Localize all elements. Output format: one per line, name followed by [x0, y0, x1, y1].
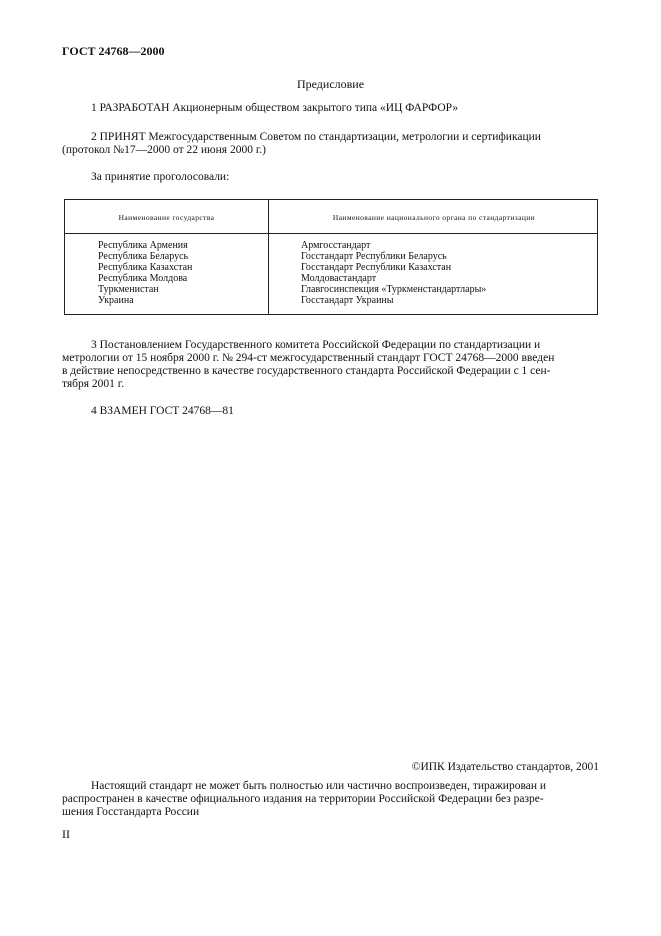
item-4-replaces: 4 ВЗАМЕН ГОСТ 24768—81 — [91, 405, 234, 417]
table-cell-state: Республика Молдова — [98, 273, 188, 284]
foreword-title: Предисловие — [296, 77, 365, 91]
voted-label: За принятие проголосовали: — [91, 171, 230, 183]
item-1-text: 1 РАЗРАБОТАН Акционерным обществом закрытого типа «ИЦ ФАРФОР» — [91, 102, 459, 114]
reproduction-notice — [62, 780, 599, 819]
table-cell-body: Главгосинспекция «Туркменстандартлары» — [301, 284, 487, 295]
page-number: II — [62, 827, 70, 841]
table-cell-state: Республика Казахстан — [98, 262, 193, 273]
document-code: ГОСТ 24768—2000 — [62, 44, 165, 58]
table-cell-state: Республика Беларусь — [98, 251, 189, 262]
notice-line-2: распространен в качестве официального издания на территории Российской Федерации без разре- — [62, 793, 544, 805]
item-3-line-4: тября 2001 г. — [62, 378, 125, 390]
table-cell-body: Армгосстандарт — [301, 240, 371, 251]
item-3-line-1: 3 Постановлением Государственного комитета Российской Федерации по стандартизации и — [91, 339, 541, 351]
table-header-state: Наименование государства — [118, 213, 215, 222]
notice-line-1: Настоящий стандарт не может быть полностью или частично воспроизведен, тиражирован и — [91, 780, 547, 792]
table-cell-state: Туркменистан — [98, 284, 159, 295]
table-cell-state: Украина — [98, 295, 134, 306]
item-2-line-2: (протокол №17—2000 от 22 июня 2000 г.) — [62, 144, 266, 156]
copyright-line: ©ИПК Издательство стандартов, 2001 — [411, 761, 599, 773]
item-3-line-3: в действие непосредственно в качестве государственного стандарта Российской Федерации с 1 сен- — [62, 365, 551, 377]
voting-table — [64, 199, 598, 315]
table-cell-body: Госстандарт Республики Казахстан — [301, 262, 452, 273]
table-cell-body: Госстандарт Украины — [301, 295, 394, 306]
table-cell-body: Молдовастандарт — [301, 273, 377, 284]
table-cell-body: Госстандарт Республики Беларусь — [301, 251, 447, 262]
table-header-standards-body: Наименование национального органа по стандартизации — [332, 213, 536, 222]
notice-line-3: шения Госстандарта России — [62, 806, 200, 818]
table-cell-state: Республика Армения — [98, 240, 188, 251]
item-2-adopted-by — [62, 131, 599, 157]
item-3-enacted — [62, 339, 599, 391]
item-1-developed-by — [62, 102, 628, 115]
item-3-line-2: метрологии от 15 ноября 2000 г. № 294-ст межгосударственный стандарт ГОСТ 24768—2000 введен — [62, 352, 555, 364]
item-2-line-1: 2 ПРИНЯТ Межгосударственным Советом по стандартизации, метрологии и сертификации — [91, 131, 541, 143]
table-header-divider — [65, 233, 597, 234]
